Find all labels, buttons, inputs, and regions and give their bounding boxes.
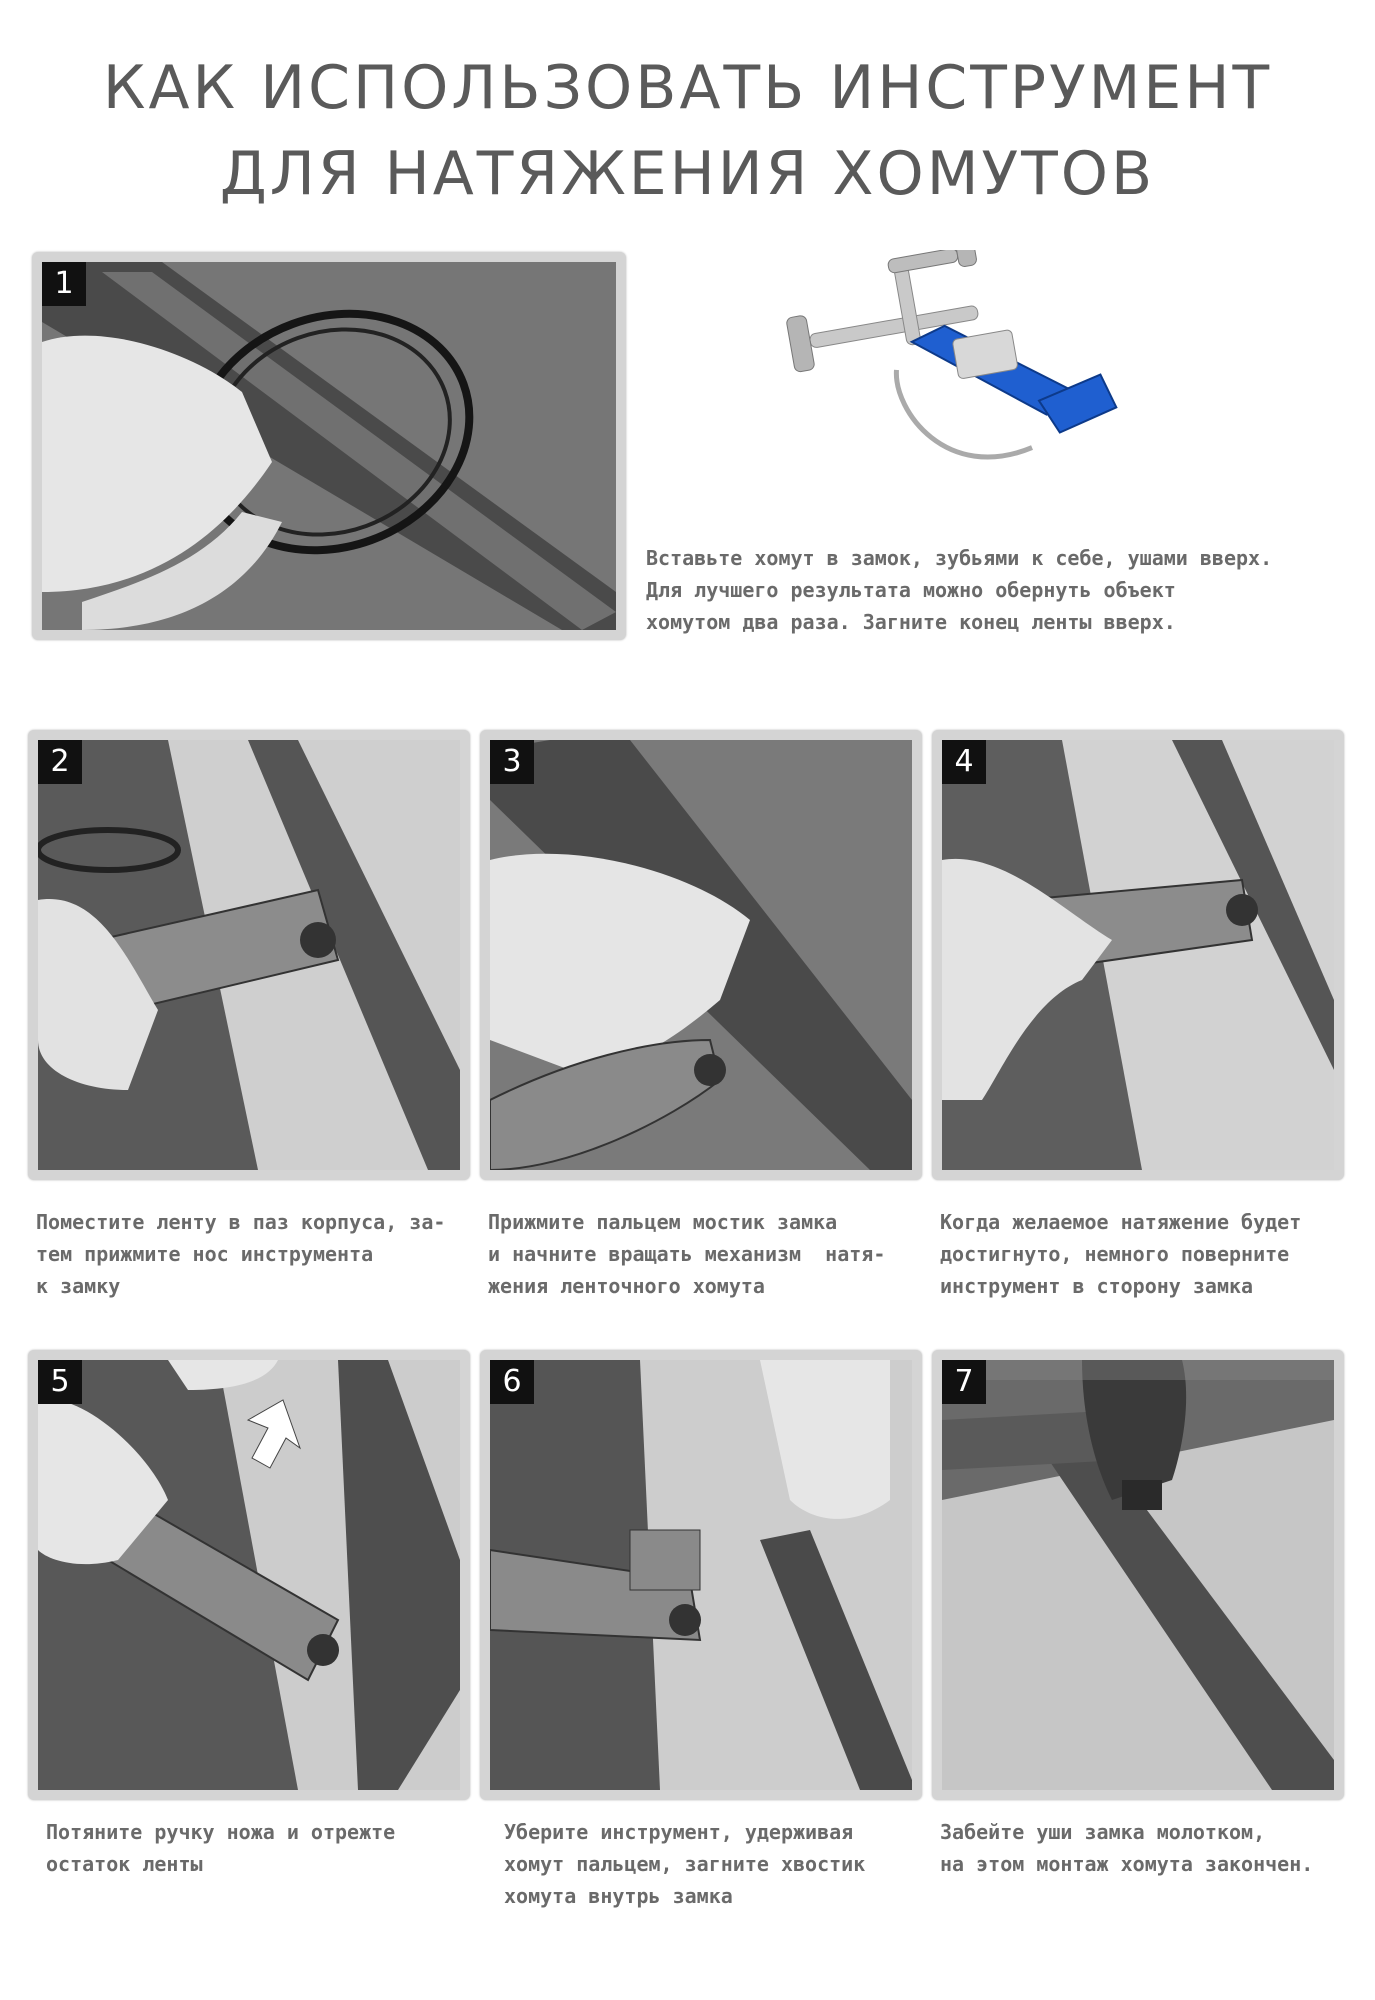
step-3-number: 3 bbox=[490, 740, 534, 784]
step-4-photo bbox=[932, 730, 1344, 1180]
page-title-line-1: КАК ИСПОЛЬЗОВАТЬ ИНСТРУМЕНТ bbox=[102, 53, 1273, 123]
step-1-photo bbox=[32, 252, 626, 640]
step-7-photo bbox=[932, 1350, 1344, 1800]
step-5-number: 5 bbox=[38, 1360, 82, 1404]
step-5-photo bbox=[28, 1350, 470, 1800]
step-4-caption: Когда желаемое натяжение будет достигнуто, немного поверните инструмент в сторону замка bbox=[940, 1210, 1302, 1298]
step-2-caption: Поместите ленту в паз корпуса, за- тем прижмите нос инструмента к замку bbox=[36, 1210, 446, 1298]
step-5-caption: Потяните ручку ножа и отрежте остаток ленты bbox=[46, 1820, 396, 1876]
step-7-number: 7 bbox=[942, 1360, 986, 1404]
step-6-photo bbox=[480, 1350, 922, 1800]
step-2-number: 2 bbox=[38, 740, 82, 784]
step-3-caption: Прижмите пальцем мостик замка и начните вращать механизм натя- жения ленточного хомута bbox=[488, 1210, 886, 1298]
step-1-caption: Вставьте хомут в замок, зубьями к себе, ушами вверх. Для лучшего результата можно обернуть объект хомутом два раза. Загните конец ленты вверх. bbox=[646, 546, 1273, 634]
step-4-number: 4 bbox=[942, 740, 986, 784]
page-title-line-2: ДЛЯ НАТЯЖЕНИЯ ХОМУТОВ bbox=[219, 139, 1156, 209]
step-1-number: 1 bbox=[42, 262, 86, 306]
step-6-number: 6 bbox=[490, 1360, 534, 1404]
step-2-photo bbox=[28, 730, 470, 1180]
step-6-caption: Уберите инструмент, удерживая хомут пальцем, загните хвостик хомута внутрь замка bbox=[504, 1820, 866, 1908]
tensioning-tool-image bbox=[780, 250, 1130, 520]
step-3-photo bbox=[480, 730, 922, 1180]
step-7-caption: Забейте уши замка молотком, на этом монтаж хомута закончен. bbox=[940, 1820, 1314, 1876]
